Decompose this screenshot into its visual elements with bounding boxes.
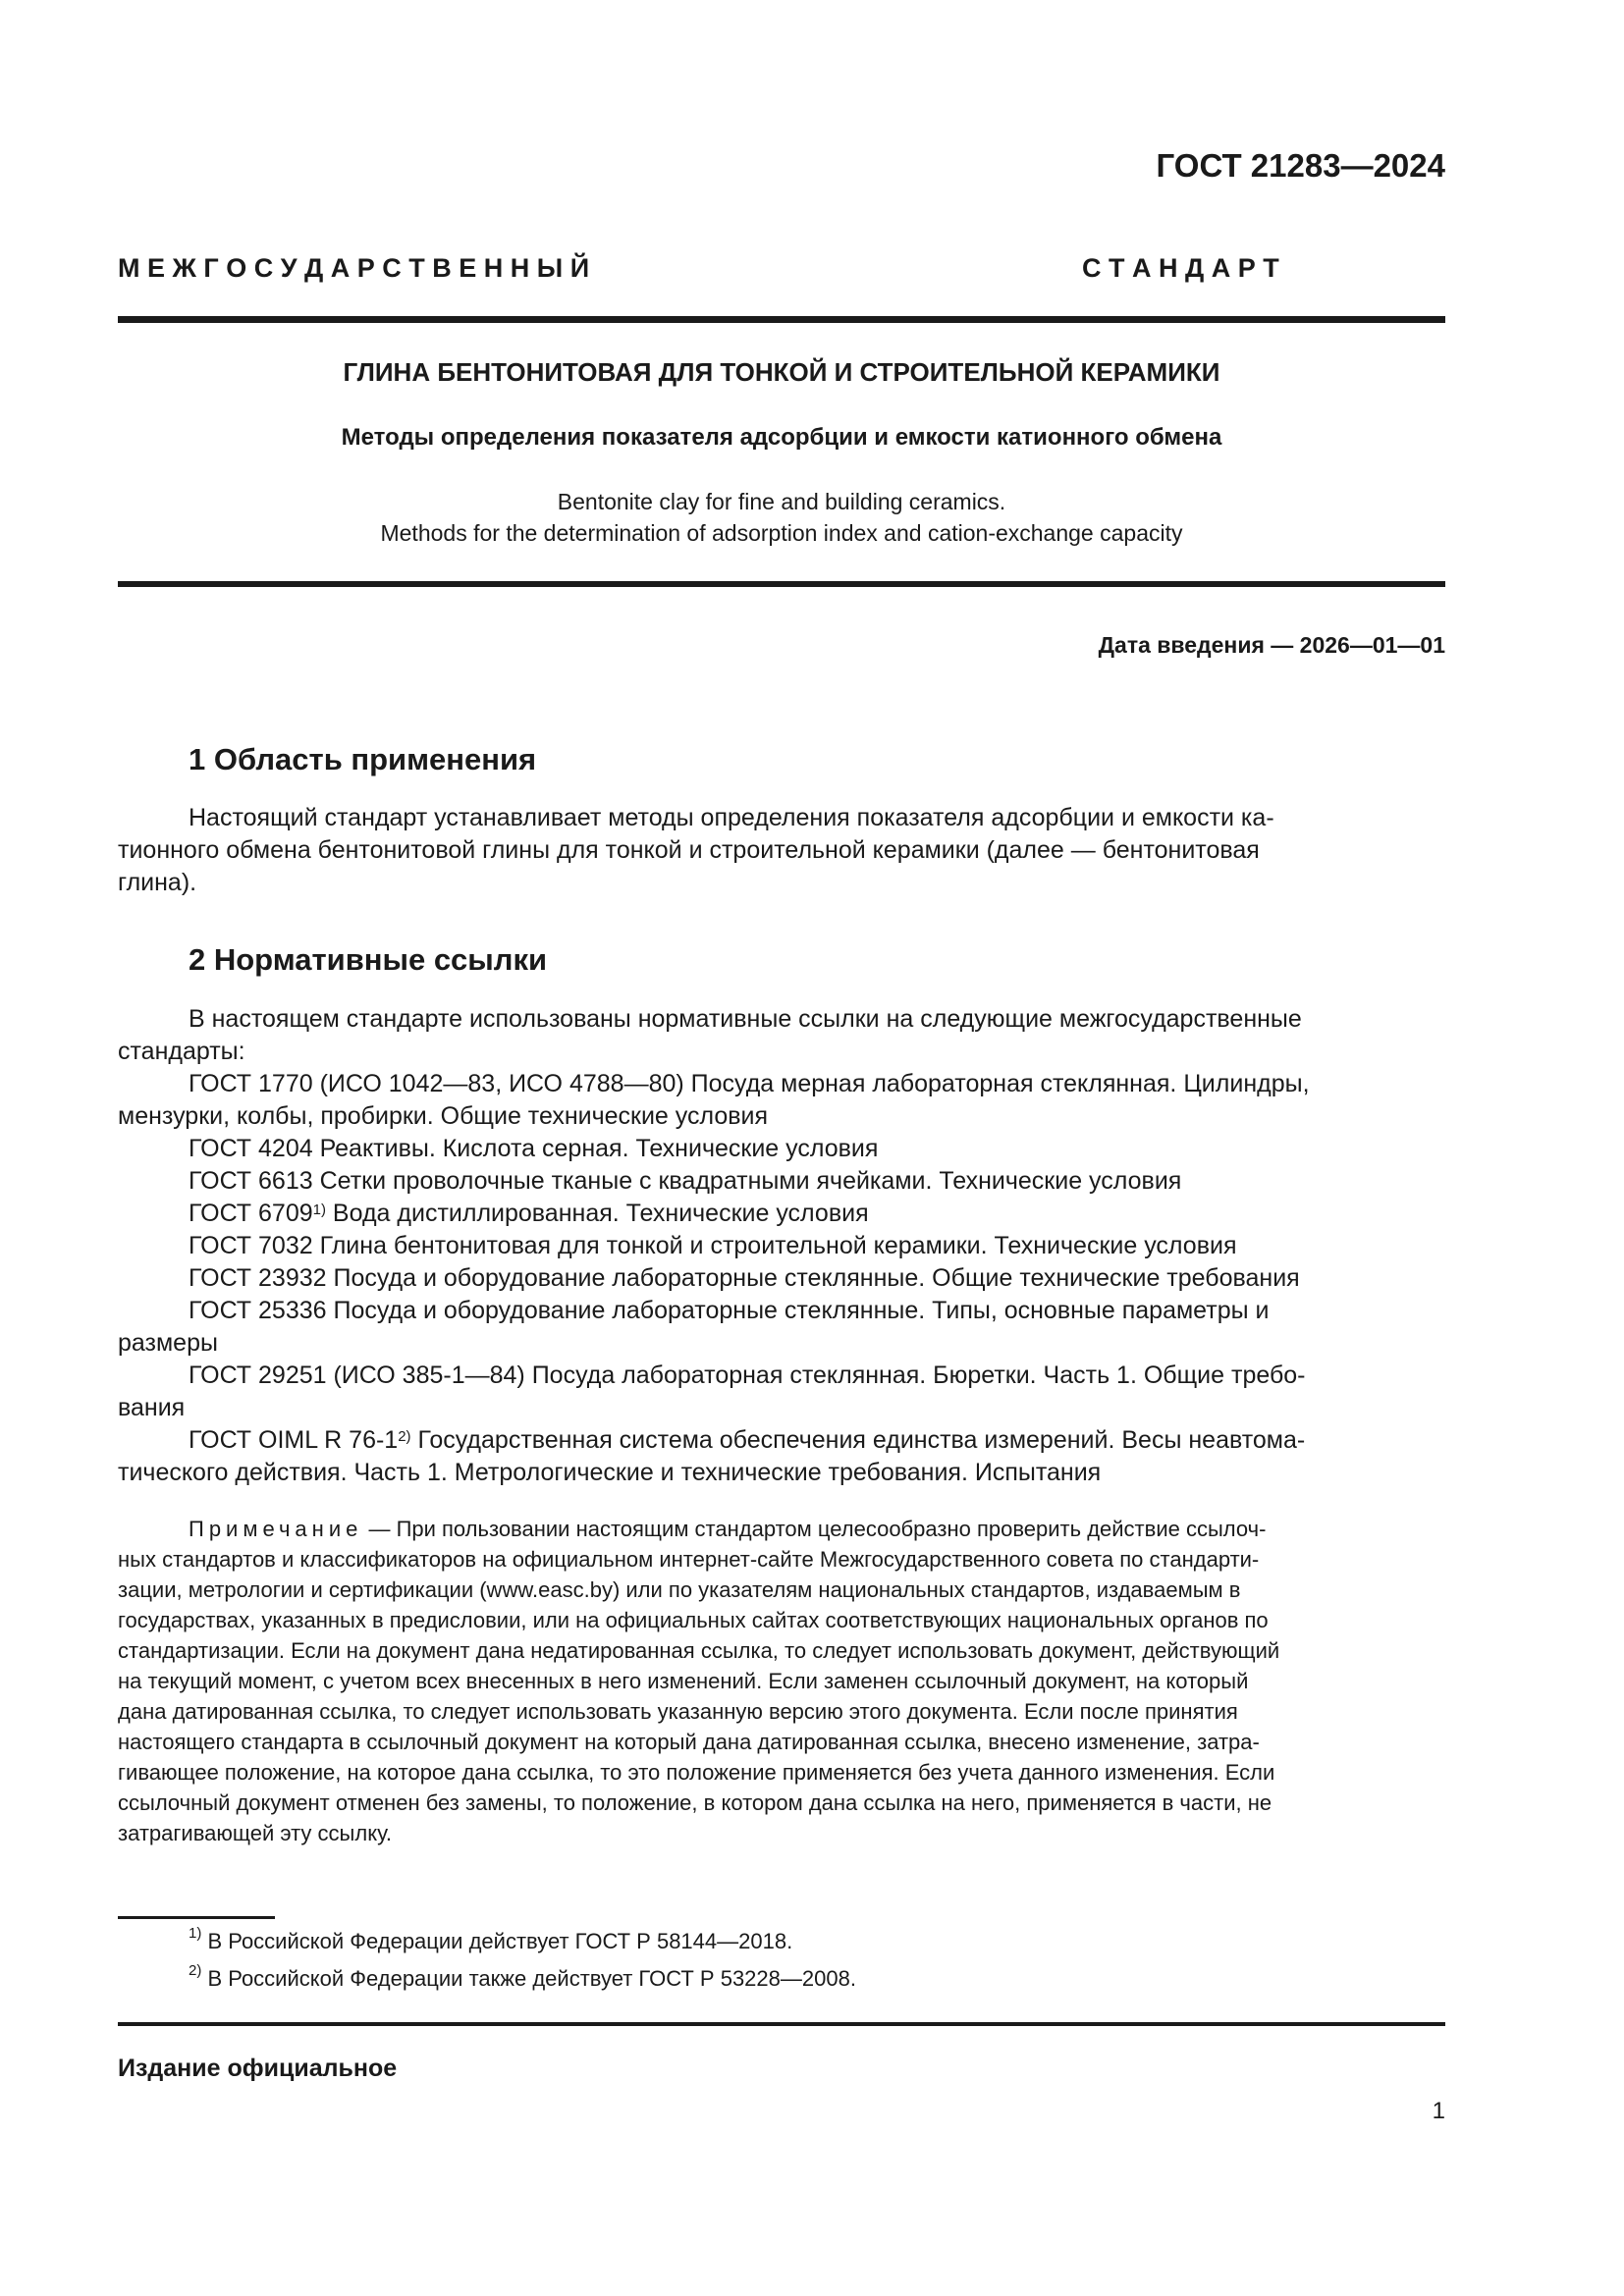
section-1-text xyxy=(118,802,1445,899)
footnote xyxy=(189,1962,856,1992)
note-line: на текущий момент, с учетом всех внесенных в него изменений. Если заменен ссылочный документ, на который xyxy=(118,1669,1249,1693)
footnote-mark: 2) xyxy=(189,1962,202,1979)
note-line: зации, метрологии и сертификации (www.easc.by) или по указателям национальных стандартов, издаваемым в xyxy=(118,1577,1241,1602)
standard-type-word-standard: С Т А Н Д А Р Т xyxy=(1082,253,1279,283)
bottom-rule xyxy=(118,2022,1445,2026)
reference-line: ГОСТ 7032 Глина бентонитовая для тонкой и строительной керамики. Технические условия xyxy=(189,1232,1237,1259)
reference-line: ГОСТ 23932 Посуда и оборудование лабораторные стеклянные. Общие технические требования xyxy=(189,1264,1300,1292)
reference-title: Государственная система обеспечения единства измерений. Весы неавтома- xyxy=(410,1426,1306,1454)
footnote xyxy=(189,1925,793,1954)
paragraph-line: Настоящий стандарт устанавливает методы определения показателя адсорбции и емкости ка- xyxy=(189,804,1274,831)
footnote-mark: 1) xyxy=(312,1201,326,1218)
reference-line: ГОСТ 6613 Сетки проволочные тканые с квадратными ячейками. Технические условия xyxy=(189,1167,1182,1195)
reference-line xyxy=(118,1198,1445,1230)
paragraph-line: стандарты: xyxy=(118,1038,245,1065)
note-line xyxy=(118,1514,1445,1544)
reference-line xyxy=(118,1424,1445,1457)
title-en xyxy=(118,486,1445,549)
section-2-heading: 2 Нормативные ссылки xyxy=(189,942,548,977)
paragraph-line: В настоящем стандарте использованы нормативные ссылки на следующие межгосударственные xyxy=(189,1005,1302,1033)
reference-title: Вода дистиллированная. Технические условия xyxy=(325,1200,869,1227)
standard-type-banner xyxy=(118,253,1445,284)
standard-type-word-interstate: М Е Ж Г О С У Д А Р С Т В Е Н Н Ы Й xyxy=(118,253,590,283)
note-line: затрагивающей эту ссылку. xyxy=(118,1821,392,1845)
note-line: ссылочный документ отменен без замены, то положение, в котором дана ссылка на него, применяется в части, не xyxy=(118,1790,1272,1815)
footnote-text: В Российской Федерации действует ГОСТ Р 58144—2018. xyxy=(201,1929,793,1953)
page-number: 1 xyxy=(1432,2098,1445,2124)
reference-code: ГОСТ 6709 xyxy=(189,1200,313,1227)
title-en-line: Methods for the determination of adsorption index and cation-exchange capacity xyxy=(380,520,1183,546)
title-rule xyxy=(118,581,1445,587)
introduction-date: Дата введения — 2026—01—01 xyxy=(1098,632,1445,658)
title-en-line: Bentonite clay for fine and building ceramics. xyxy=(557,489,1006,514)
footnote-mark: 1) xyxy=(189,1925,202,1942)
section-2-text xyxy=(118,1003,1445,1489)
note-line: стандартизации. Если на документ дана недатированная ссылка, то следует использовать документ, действующий xyxy=(118,1638,1280,1663)
document-page xyxy=(118,0,1445,2296)
note-line: настоящего стандарта в ссылочный документ на который дана датированная ссылка, внесено изменение, затра- xyxy=(118,1730,1260,1754)
paragraph-line: глина). xyxy=(118,869,197,896)
note-label: Примечание xyxy=(189,1517,363,1541)
paragraph-line: тионного обмена бентонитовой глины для тонкой и строительной керамики (далее — бентонитовая xyxy=(118,836,1260,864)
reference-code: ГОСТ OIML R 76-1 xyxy=(189,1426,399,1454)
reference-line: размеры xyxy=(118,1329,218,1357)
reference-line: вания xyxy=(118,1394,186,1421)
document-number: ГОСТ 21283—2024 xyxy=(1156,147,1445,184)
title-ru: ГЛИНА БЕНТОНИТОВАЯ ДЛЯ ТОНКОЙ И СТРОИТЕЛЬНОЙ КЕРАМИКИ xyxy=(343,357,1220,387)
subtitle-ru: Методы определения показателя адсорбции и емкости катионного обмена xyxy=(341,424,1222,451)
reference-line: ГОСТ 4204 Реактивы. Кислота серная. Технические условия xyxy=(189,1135,879,1162)
footnote-text: В Российской Федерации также действует ГОСТ Р 53228—2008. xyxy=(201,1966,856,1991)
note-line: гивающее положение, на которое дана ссылка, то это положение применяется без учета данного изменения. Если xyxy=(118,1760,1275,1785)
footnote-separator xyxy=(118,1916,275,1919)
note-line: дана датированная ссылка, то следует использовать указанную версию этого документа. Если после принятия xyxy=(118,1699,1238,1724)
section-1-heading: 1 Область применения xyxy=(189,742,537,776)
footnote-mark: 2) xyxy=(398,1428,411,1445)
reference-line: мензурки, колбы, пробирки. Общие технические условия xyxy=(118,1102,769,1130)
note-block xyxy=(118,1514,1445,1848)
reference-line: ГОСТ 25336 Посуда и оборудование лабораторные стеклянные. Типы, основные параметры и xyxy=(189,1297,1270,1324)
reference-line: ГОСТ 1770 (ИСО 1042—83, ИСО 4788—80) Посуда мерная лабораторная стеклянная. Цилиндры, xyxy=(189,1070,1310,1097)
note-line: государствах, указанных в предисловии, или на официальных сайтах соответствующих национальных органов по xyxy=(118,1608,1269,1632)
top-rule xyxy=(118,316,1445,323)
reference-line: тического действия. Часть 1. Метрологические и технические требования. Испытания xyxy=(118,1459,1102,1486)
note-line: ных стандартов и классификаторов на официальном интернет-сайте Межгосударственного совета по стандарти- xyxy=(118,1547,1260,1572)
reference-line: ГОСТ 29251 (ИСО 385-1—84) Посуда лабораторная стеклянная. Бюретки. Часть 1. Общие требо- xyxy=(189,1362,1306,1389)
edition-label: Издание официальное xyxy=(118,2055,398,2082)
note-text: — При пользовании настоящим стандартом целесообразно проверить действие ссылоч- xyxy=(362,1517,1267,1541)
